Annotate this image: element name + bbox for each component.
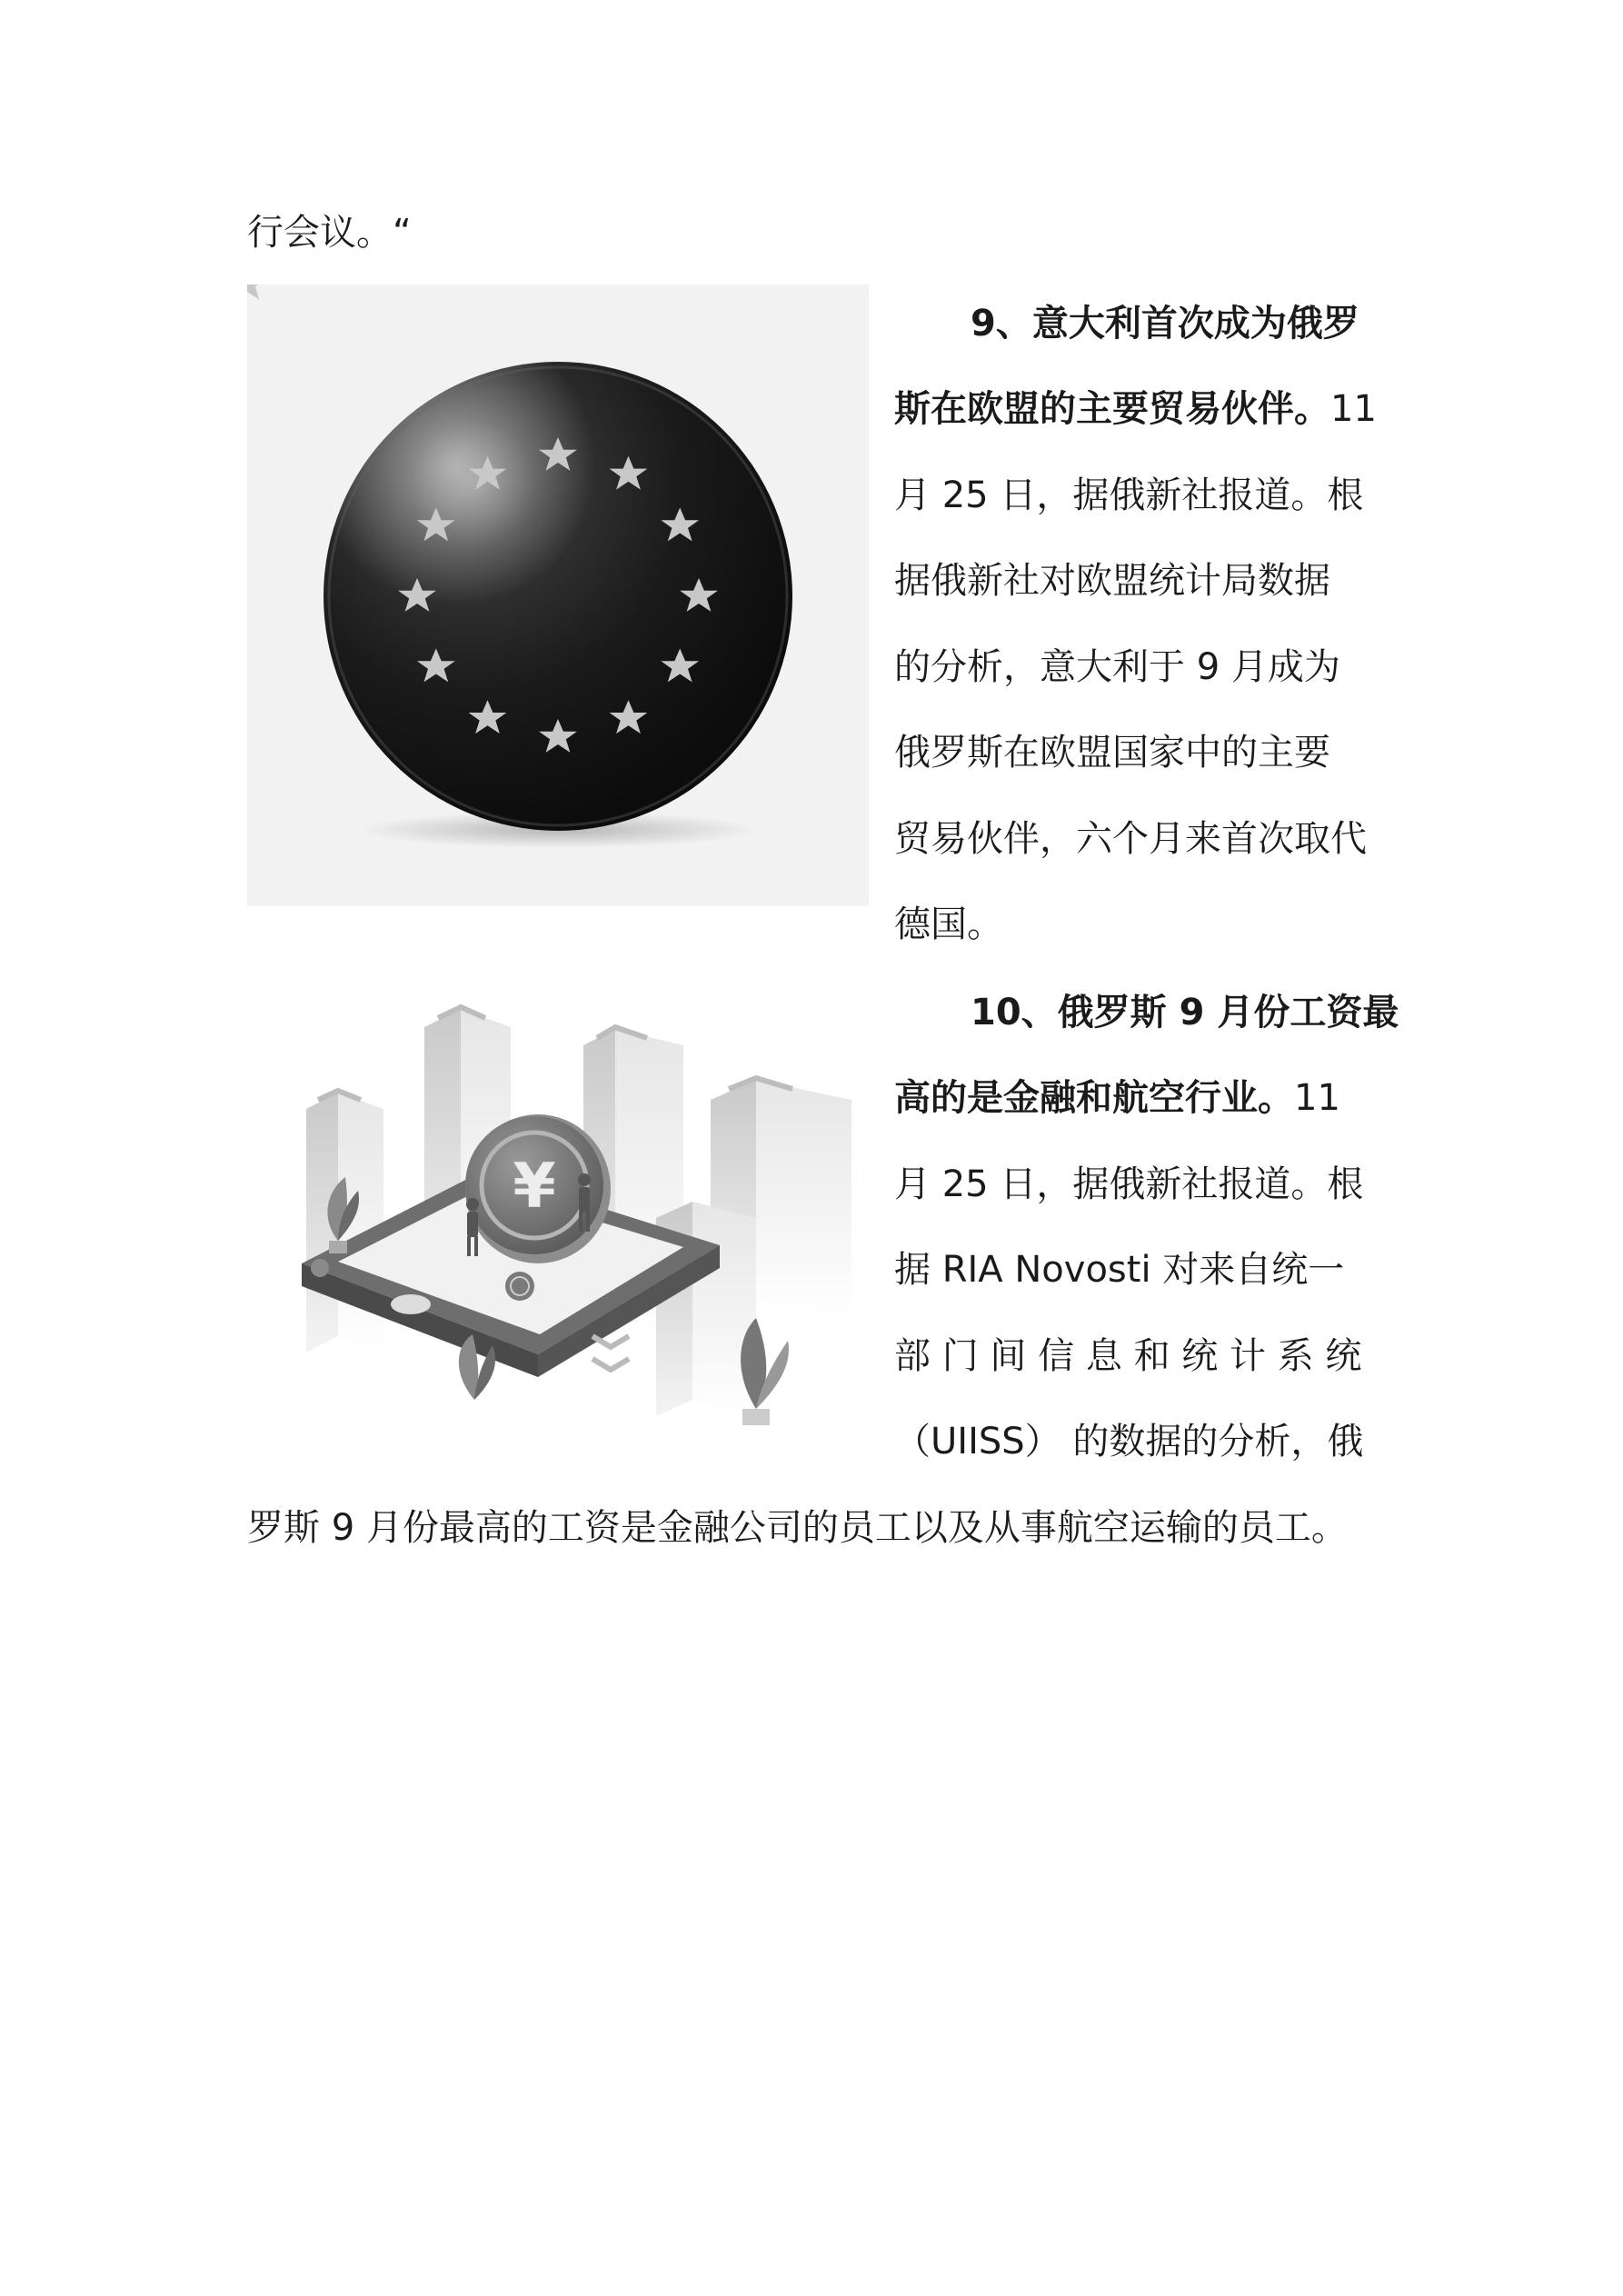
eu-stars: [247, 285, 266, 300]
intro-tail-text: 行会议。“: [247, 212, 412, 254]
item9-body-line: 据俄新社对欧盟统计局数据: [894, 560, 1330, 602]
item9-body-line: 俄罗斯在欧盟国家中的主要: [894, 732, 1330, 774]
item10-body-line: （UIISS） 的数据的分析，俄: [894, 1421, 1364, 1462]
decorative-arrows: [592, 1336, 629, 1370]
item10-body-line: 月 25 日，据俄新社报道。根: [894, 1163, 1364, 1205]
eu-flag-sphere-icon: [247, 285, 869, 906]
item9-heading-line1: 9、意大利首次成为俄罗: [971, 303, 1359, 344]
item10-body-line: 据 RIA Novosti 对来自统一: [894, 1249, 1345, 1291]
finance-city-yuan-illustration-icon: [247, 973, 869, 1463]
item10-last-line: 罗斯 9 月份最高的工资是金融公司的员工以及从事航空运输的员工。: [247, 1507, 1348, 1549]
item9-heading-bold: 斯在欧盟的主要贸易伙伴。: [894, 388, 1330, 430]
item10-heading-line1: 10、俄罗斯 9 月份工资最: [971, 992, 1399, 1033]
item9-body-line: 德国。: [894, 903, 1003, 945]
item10-heading-tail: 11: [1294, 1077, 1340, 1119]
item9-body-line: 月 25 日，据俄新社报道。根: [894, 474, 1364, 516]
item10-heading-line2: [894, 1076, 1340, 1120]
item9-body-line: 贸易伙伴，六个月来首次取代: [894, 818, 1367, 860]
item9-body-line: 的分析，意大利于 9 月成为: [894, 646, 1340, 688]
svg-text:¥: ¥: [513, 1151, 556, 1223]
item10-heading-bold: 高的是金融和航空行业。: [894, 1077, 1294, 1119]
item9-heading-tail: 11: [1330, 388, 1377, 430]
item10-body-line: 部 门 间 信 息 和 统 计 系 统: [894, 1335, 1362, 1377]
item9-heading-line2: [894, 387, 1377, 431]
